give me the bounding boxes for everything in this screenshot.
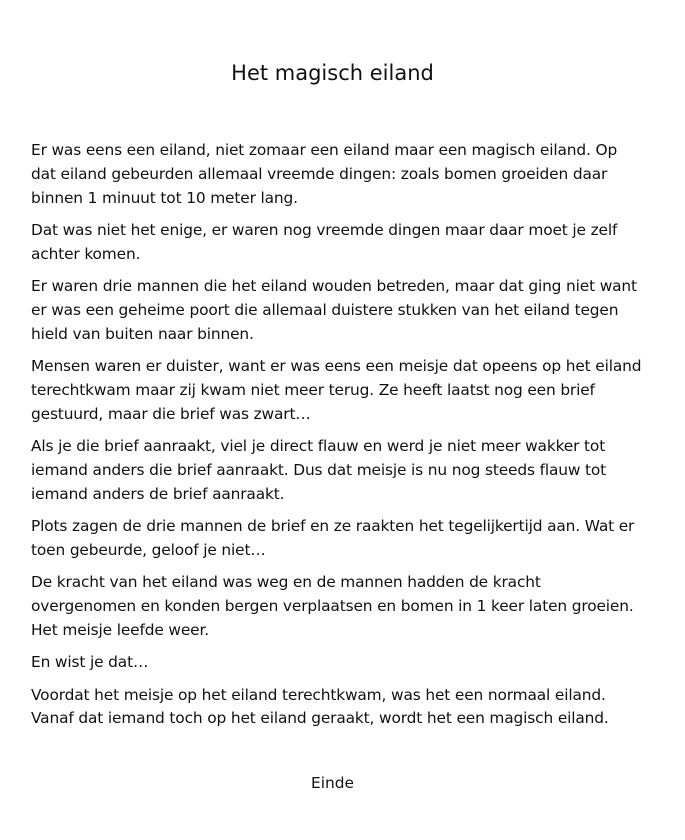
paragraph-2: Dat was niet het enige, er waren nog vreemde dingen maar daar moet je zelf achter komen.	[31, 220, 618, 263]
story-body	[31, 139, 643, 740]
paragraph-6: Plots zagen de drie mannen de brief en ze raakten het tegelijkertijd aan. Wat er toen gebeurde, geloof je niet…	[31, 517, 635, 559]
page-title: Het magisch eiland	[231, 61, 434, 85]
paragraph-9: Voordat het meisje op het eiland terechtkwam, was het een normaal eiland. Vanaf dat iemand toch op het eiland geraakt, wordt het een magisch eiland.	[31, 685, 609, 728]
paragraph-1: Er was eens een eiland, niet zomaar een eiland maar een magisch eiland. Op dat eiland gebeurden allemaal vreemde dingen: zoals bomen groeiden daar binnen 1 minuut tot 10 meter lang.	[31, 141, 618, 207]
paragraph-4: Mensen waren er duister, want er was eens een meisje dat opeens op het eiland terechtkwam maar zij kwam niet meer terug. Ze heeft laatst nog een brief gestuurd, maar die brief was zwart…	[31, 357, 642, 423]
ending-text: Einde	[311, 774, 354, 792]
paragraph-7: De kracht van het eiland was weg en de mannen hadden de kracht overgenomen en konden bergen verplaatsen en bomen in 1 keer laten groeien. Het meisje leefde weer.	[31, 573, 634, 639]
paragraph-8: En wist je dat…	[31, 653, 149, 672]
paragraph-5: Als je die brief aanraakt, viel je direct flauw en werd je niet meer wakker tot iemand anders die brief aanraakt. Dus dat meisje is nu nog steeds flauw tot iemand anders de brief aanraakt.	[31, 437, 607, 503]
paragraph-3: Er waren drie mannen die het eiland wouden betreden, maar dat ging niet want er was een geheime poort die allemaal duistere stukken van het eiland tegen hield van buiten naar binnen.	[31, 277, 637, 343]
